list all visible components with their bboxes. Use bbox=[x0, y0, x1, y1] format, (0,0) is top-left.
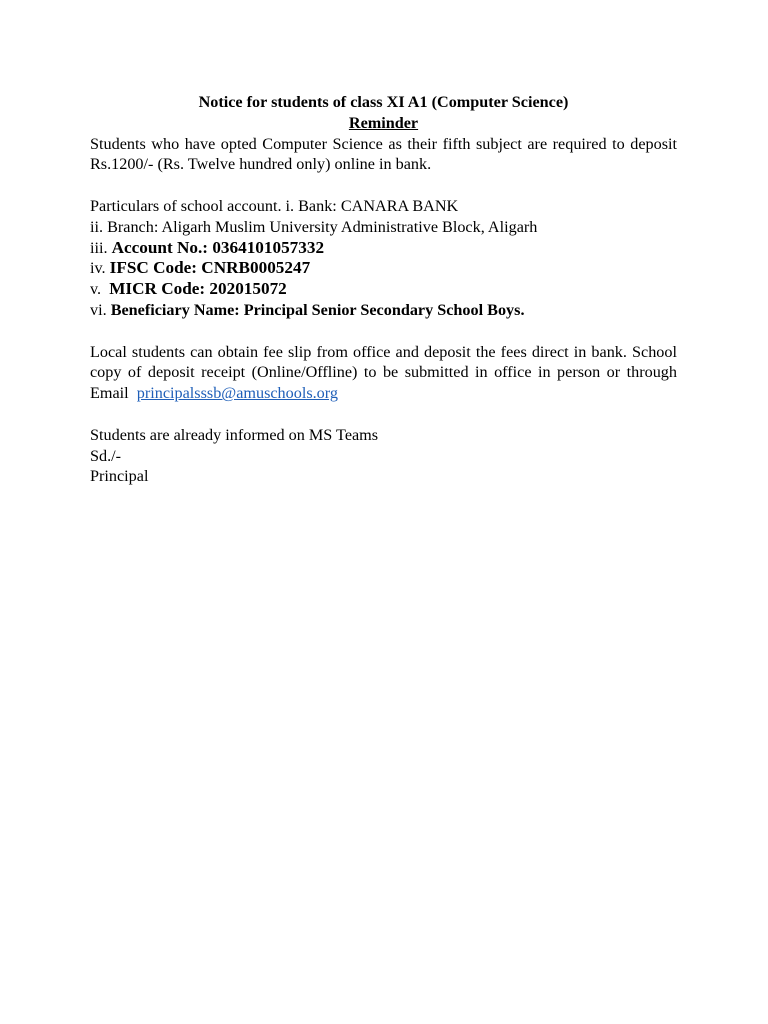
beneficiary-name: Beneficiary Name: Principal Senior Secondary School Boys. bbox=[110, 300, 525, 319]
ifsc-line bbox=[90, 258, 677, 279]
beneficiary-line bbox=[90, 300, 677, 321]
email-link[interactable]: principalsssb@amuschools.org bbox=[136, 384, 338, 403]
account-number: Account No.: 0364101057332 bbox=[111, 237, 325, 257]
signed-line: Sd./- bbox=[90, 446, 122, 465]
notice-title: Notice for students of class XI A1 (Computer Science) bbox=[198, 93, 569, 111]
ifsc-prefix: iv. bbox=[90, 259, 110, 278]
bank-line: Particulars of school account. i. Bank: CANARA BANK bbox=[90, 196, 459, 215]
notice-document bbox=[90, 92, 677, 487]
signatory-line: Principal bbox=[90, 467, 149, 486]
intro-paragraph: Students who have opted Computer Science as their fifth subject are required to deposit Rs.1200/- (Rs. Twelve hundred only) online in bank. bbox=[90, 134, 677, 174]
branch-line: ii. Branch: Aligarh Muslim University Administrative Block, Aligarh bbox=[90, 217, 538, 236]
spacer bbox=[90, 404, 677, 425]
micr-line bbox=[90, 279, 677, 300]
informed-line: Students are already informed on MS Teams bbox=[90, 425, 379, 444]
instructions-paragraph bbox=[90, 342, 677, 404]
spacer bbox=[90, 321, 677, 342]
account-particulars bbox=[90, 196, 677, 321]
micr-prefix: v. bbox=[90, 280, 110, 299]
instructions-text: Local students can obtain fee slip from office and deposit the fees direct in bank. School copy of deposit receipt (Online/Offline) to be submitted in office in person or through Email bbox=[90, 342, 677, 403]
notice-subtitle: Reminder bbox=[348, 113, 419, 132]
micr-code: MICR Code: 202015072 bbox=[109, 279, 287, 299]
account-line bbox=[90, 238, 677, 259]
account-prefix: iii. bbox=[90, 238, 112, 257]
beneficiary-prefix: vi. bbox=[90, 300, 111, 319]
ifsc-code: IFSC Code: CNRB0005247 bbox=[109, 258, 311, 278]
spacer bbox=[90, 175, 677, 196]
